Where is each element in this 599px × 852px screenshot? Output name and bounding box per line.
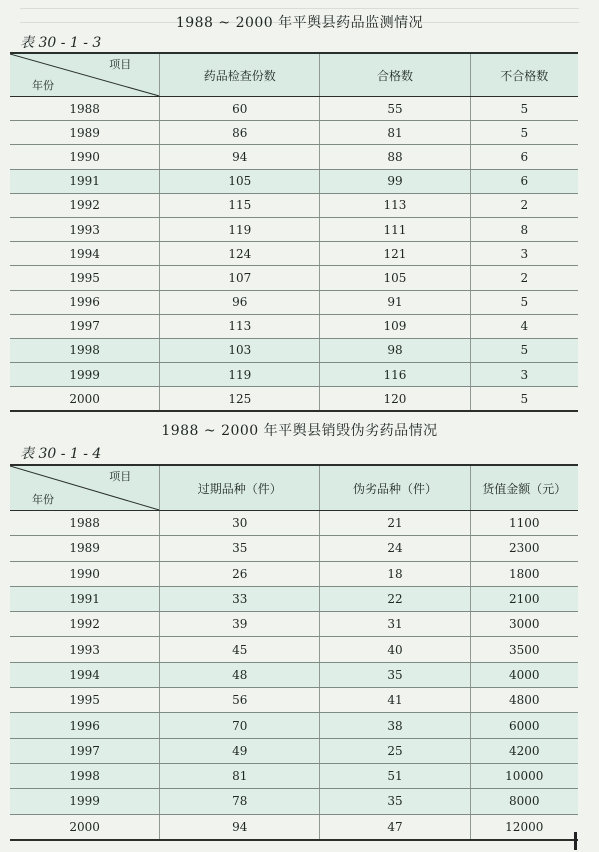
year-cell: 1995	[10, 688, 160, 712]
year-cell: 1989	[10, 121, 160, 144]
value-cell: 4800	[509, 693, 540, 708]
value-cell: 125	[160, 387, 320, 410]
year-cell: 1997	[10, 315, 160, 338]
value-cell: 5	[520, 125, 529, 140]
value-cell: 3000	[509, 617, 540, 632]
value-cell: 86	[160, 121, 320, 144]
table-row	[10, 242, 578, 266]
value-cell: 2	[520, 198, 529, 213]
value-cell: 30	[160, 511, 320, 535]
value-cell: 39	[160, 612, 320, 636]
value-cell: 5	[520, 391, 529, 406]
table-row	[10, 339, 578, 363]
year-cell: 1996	[10, 713, 160, 737]
book-spine-mark	[574, 832, 577, 850]
value-cell: 124	[160, 242, 320, 265]
value-cell: 94	[160, 815, 320, 839]
value-cell: 119	[160, 218, 320, 241]
table-row	[10, 688, 578, 713]
year-cell: 1993	[10, 637, 160, 661]
value-cell: 1800	[509, 566, 540, 581]
table-row	[10, 363, 578, 387]
table1-number: 表 30 - 1 - 3	[20, 35, 102, 51]
value-cell: 121	[320, 242, 470, 265]
table-row	[10, 713, 578, 738]
table-row	[10, 194, 578, 218]
value-cell: 81	[160, 764, 320, 788]
table-row	[10, 739, 578, 764]
year-cell: 1988	[10, 97, 160, 120]
table1-body	[10, 97, 578, 410]
value-cell: 6000	[509, 718, 540, 733]
value-cell: 3	[520, 246, 529, 261]
value-cell: 105	[320, 266, 470, 289]
table-row	[10, 637, 578, 662]
table2-title: 1988 ~ 2000 年平舆县销毁伪劣药品情况	[161, 423, 438, 439]
table-row	[10, 145, 578, 169]
value-cell: 113	[160, 315, 320, 338]
value-cell: 51	[320, 764, 470, 788]
year-cell: 1990	[10, 145, 160, 168]
year-cell: 1994	[10, 242, 160, 265]
year-cell: 1998	[10, 339, 160, 362]
table-row	[10, 97, 578, 121]
year-cell: 1993	[10, 218, 160, 241]
table1-header-unqualified: 不合格数	[500, 68, 549, 83]
value-cell: 6	[520, 149, 529, 164]
value-cell: 35	[320, 663, 470, 687]
value-cell: 91	[320, 291, 470, 314]
year-cell: 1995	[10, 266, 160, 289]
year-cell: 2000	[10, 815, 160, 839]
value-cell: 26	[160, 562, 320, 586]
value-cell: 5	[520, 343, 529, 358]
value-cell: 48	[160, 663, 320, 687]
table1-title: 1988 ~ 2000 年平舆县药品监测情况	[175, 15, 424, 31]
table2-header-expired: 过期品种（件）	[160, 466, 320, 510]
corner-item-label: 项目	[109, 58, 132, 71]
year-cell: 1999	[10, 363, 160, 386]
value-cell: 2	[520, 270, 529, 285]
table1	[10, 52, 578, 412]
value-cell: 41	[320, 688, 470, 712]
value-cell: 94	[160, 145, 320, 168]
value-cell: 12000	[505, 819, 544, 834]
table2-number: 表 30 - 1 - 4	[20, 446, 102, 462]
year-cell: 1992	[10, 612, 160, 636]
value-cell: 1100	[509, 516, 540, 531]
value-cell: 22	[320, 587, 470, 611]
table1-corner-cell	[10, 54, 160, 96]
value-cell: 60	[160, 97, 320, 120]
table-row	[10, 663, 578, 688]
table-row	[10, 562, 578, 587]
value-cell: 103	[160, 339, 320, 362]
value-cell: 70	[160, 713, 320, 737]
value-cell: 24	[320, 536, 470, 560]
table-row	[10, 612, 578, 637]
corner-item-label: 项目	[109, 470, 132, 483]
bleed-through-line	[20, 8, 579, 9]
value-cell: 4000	[509, 667, 540, 682]
value-cell: 78	[160, 789, 320, 813]
value-cell: 3	[520, 367, 529, 382]
table2-header-counterfeit: 伪劣品种（件）	[320, 466, 470, 510]
value-cell: 8000	[509, 794, 540, 809]
table-row	[10, 315, 578, 339]
table-row	[10, 170, 578, 194]
value-cell: 55	[320, 97, 470, 120]
year-cell: 1999	[10, 789, 160, 813]
value-cell: 35	[160, 536, 320, 560]
table2	[10, 464, 578, 841]
value-cell: 4	[520, 319, 529, 334]
value-cell: 2300	[509, 541, 540, 556]
value-cell: 49	[160, 739, 320, 763]
value-cell: 99	[320, 170, 470, 193]
value-cell: 4200	[509, 743, 540, 758]
year-cell: 1997	[10, 739, 160, 763]
value-cell: 47	[320, 815, 470, 839]
table-row	[10, 789, 578, 814]
year-cell: 1992	[10, 194, 160, 217]
table-row	[10, 266, 578, 290]
table1-header-qualified: 合格数	[320, 54, 470, 96]
value-cell: 40	[320, 637, 470, 661]
value-cell: 6	[520, 174, 529, 189]
table-row	[10, 511, 578, 536]
value-cell: 3500	[509, 642, 540, 657]
table-row	[10, 815, 578, 839]
value-cell: 31	[320, 612, 470, 636]
value-cell: 119	[160, 363, 320, 386]
table-row	[10, 291, 578, 315]
table1-header-inspections: 药品检查份数	[160, 54, 320, 96]
value-cell: 98	[320, 339, 470, 362]
value-cell: 109	[320, 315, 470, 338]
value-cell: 38	[320, 713, 470, 737]
value-cell: 18	[320, 562, 470, 586]
value-cell: 5	[520, 295, 529, 310]
table2-corner-cell	[10, 466, 160, 510]
table-row	[10, 387, 578, 410]
year-cell: 1989	[10, 536, 160, 560]
value-cell: 33	[160, 587, 320, 611]
table2-header-value: 货值金额（元）	[482, 481, 567, 496]
corner-year-label: 年份	[32, 493, 54, 506]
table-row	[10, 121, 578, 145]
table1-header-row	[10, 54, 578, 97]
value-cell: 25	[320, 739, 470, 763]
table2-body	[10, 511, 578, 839]
table-row	[10, 587, 578, 612]
value-cell: 5	[520, 101, 529, 116]
value-cell: 45	[160, 637, 320, 661]
year-cell: 1988	[10, 511, 160, 535]
value-cell: 56	[160, 688, 320, 712]
value-cell: 81	[320, 121, 470, 144]
value-cell: 105	[160, 170, 320, 193]
year-cell: 1994	[10, 663, 160, 687]
year-cell: 1991	[10, 170, 160, 193]
table-row	[10, 218, 578, 242]
value-cell: 35	[320, 789, 470, 813]
year-cell: 1996	[10, 291, 160, 314]
value-cell: 116	[320, 363, 470, 386]
year-cell: 1998	[10, 764, 160, 788]
value-cell: 21	[320, 511, 470, 535]
year-cell: 2000	[10, 387, 160, 410]
year-cell: 1990	[10, 562, 160, 586]
table2-header-row	[10, 466, 578, 511]
value-cell: 120	[320, 387, 470, 410]
value-cell: 115	[160, 194, 320, 217]
table-row	[10, 764, 578, 789]
table-row	[10, 536, 578, 561]
value-cell: 8	[520, 222, 529, 237]
value-cell: 2100	[509, 592, 540, 607]
value-cell: 111	[320, 218, 470, 241]
year-cell: 1991	[10, 587, 160, 611]
value-cell: 88	[320, 145, 470, 168]
value-cell: 113	[320, 194, 470, 217]
value-cell: 10000	[505, 769, 544, 784]
value-cell: 96	[160, 291, 320, 314]
corner-year-label: 年份	[32, 79, 54, 92]
value-cell: 107	[160, 266, 320, 289]
